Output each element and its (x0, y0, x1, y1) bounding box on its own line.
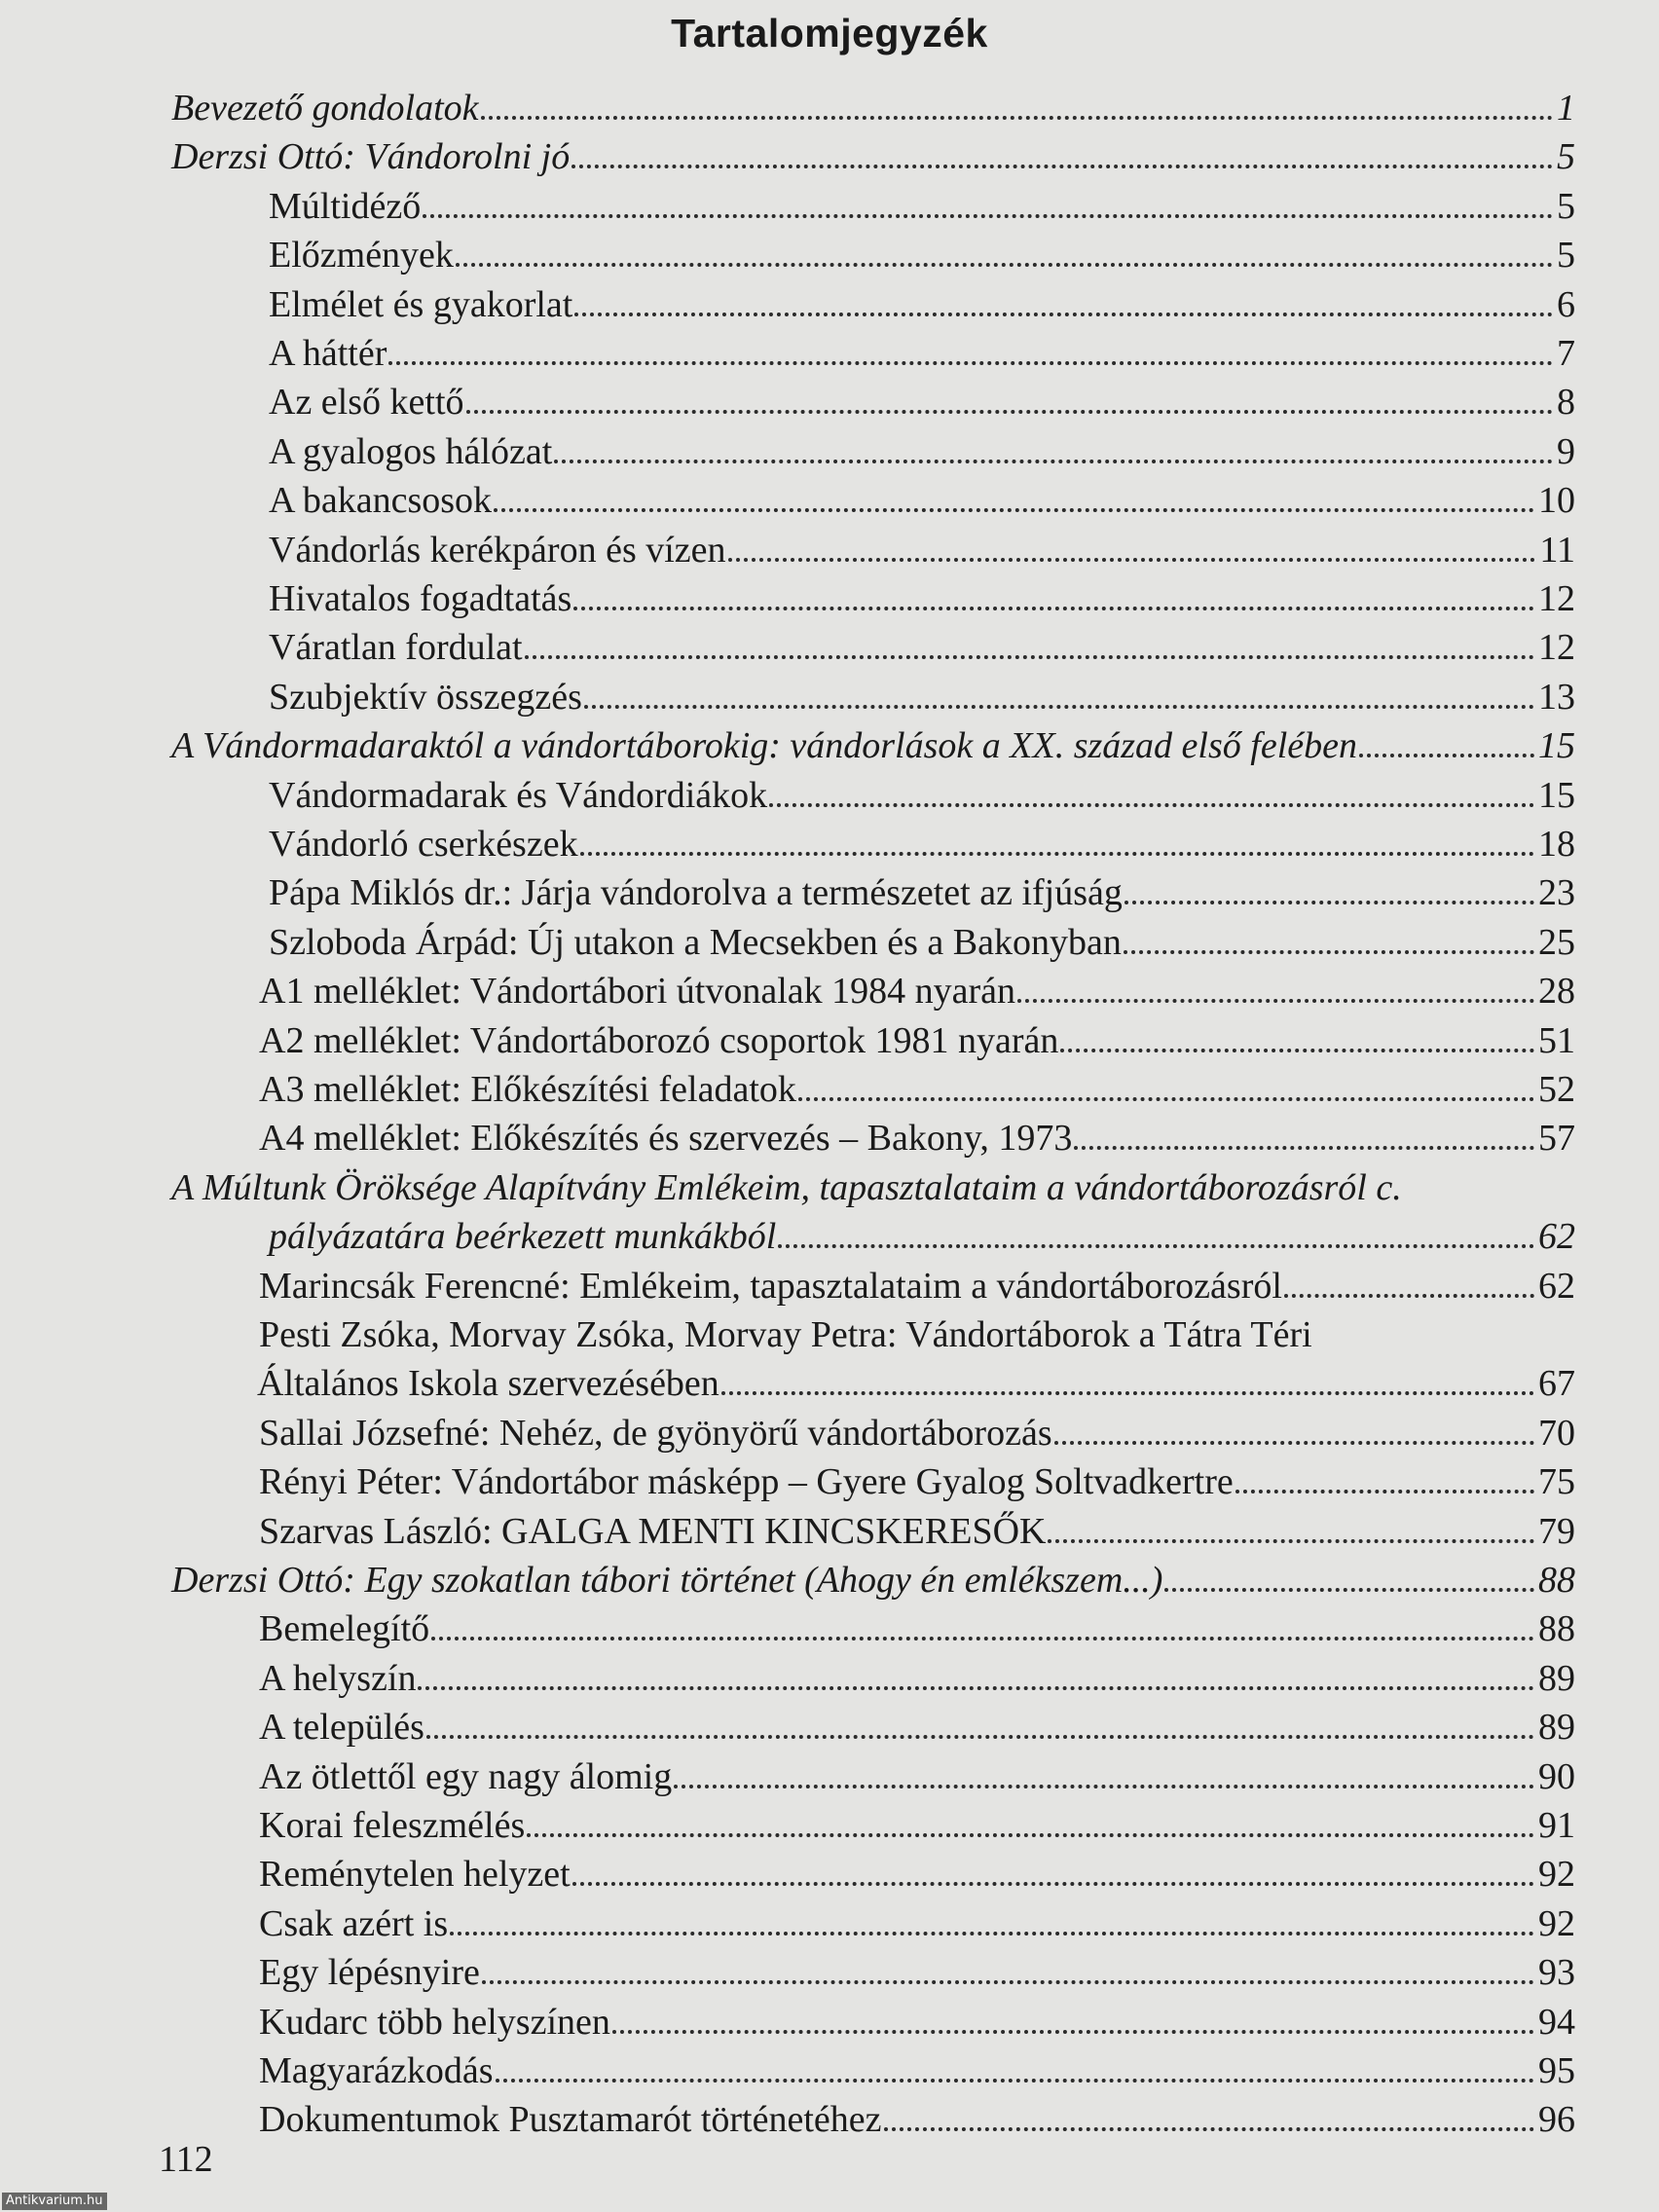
toc-entry-page: 89 (1538, 1658, 1575, 1699)
toc-entry (259, 1948, 1575, 1997)
dot-leader (481, 116, 1553, 120)
toc-entry (259, 1065, 1575, 1114)
toc-entry-page: 28 (1538, 971, 1575, 1012)
toc-entry-label: A4 melléklet: Előkészítés és szervezés – Bakony, 1973 (259, 1118, 1073, 1159)
toc-entry-page: 93 (1538, 1952, 1575, 1993)
toc-entry-label: Bemelegítő (259, 1608, 430, 1649)
toc-entry-label: Vándorló cserkészek (269, 824, 578, 865)
dot-leader (482, 1980, 1534, 1984)
toc-entry-page: 5 (1557, 136, 1575, 177)
toc-entry-page: 67 (1538, 1363, 1575, 1404)
dot-leader (450, 1932, 1534, 1936)
toc-entry-label: Előzmények (269, 235, 454, 276)
dot-leader (554, 460, 1553, 463)
dot-leader (572, 1882, 1534, 1886)
dot-leader (674, 1785, 1534, 1788)
toc-entry-label: Bevezető gondolatok (171, 88, 479, 129)
dot-leader (418, 1686, 1534, 1690)
toc-entry-page: 57 (1538, 1118, 1575, 1159)
toc-entry-label: Váratlan fordulat (269, 627, 523, 668)
toc-entry (269, 182, 1575, 231)
toc-entry (259, 1114, 1575, 1162)
toc-entry-label: A település (259, 1707, 424, 1748)
toc-entry (269, 1212, 1575, 1261)
toc-entry-label: A1 melléklet: Vándortábori útvonalak 1984 nyarán (259, 971, 1016, 1012)
toc-entry-label: A2 melléklet: Vándortáborozó csoportok 1981 nyarán (259, 1020, 1059, 1061)
toc-entry (171, 84, 1575, 132)
toc-entry-page: 9 (1557, 431, 1575, 472)
dot-leader (1124, 901, 1534, 904)
toc-entry-label: Dokumentumok Pusztamarót történetéhez (259, 2099, 882, 2140)
toc-entry (171, 721, 1575, 770)
toc-entry-label: Múltidéző (269, 186, 422, 227)
toc-entry-label: Szarvas László: GALGA MENTI KINCSKERESŐK (259, 1511, 1047, 1552)
dot-leader (527, 1833, 1534, 1837)
dot-leader (388, 361, 1553, 365)
watermark: Antikvarium.hu (2, 2193, 107, 2210)
toc-entry-label: Pesti Zsóka, Morvay Zsóka, Morvay Petra: Vándortáborok a Tátra Téri (259, 1314, 1312, 1355)
dot-leader (721, 1391, 1534, 1395)
toc-entry (259, 1604, 1575, 1653)
toc-entry-label: A helyszín (259, 1658, 417, 1699)
dot-leader (466, 410, 1553, 414)
dot-leader (584, 705, 1534, 709)
toc-entry-label: Általános Iskola szervezésében (257, 1363, 719, 1404)
toc-entry-label: A3 melléklet: Előkészítési feladatok (259, 1069, 796, 1110)
toc-entry (269, 918, 1575, 967)
toc-entry-page: 10 (1538, 480, 1575, 521)
dot-leader (1359, 754, 1534, 757)
toc-entry-label: Hivatalos fogadtatás (269, 578, 572, 619)
toc-entry (171, 1556, 1575, 1604)
toc-entry-page: 51 (1538, 1020, 1575, 1061)
dot-leader (728, 558, 1536, 562)
toc-entry (259, 1899, 1575, 1948)
toc-entry-label: Rényi Péter: Vándortábor másképp – Gyere Gyalog Soltvadkertre (259, 1461, 1234, 1502)
dot-leader (1235, 1490, 1534, 1493)
toc-entry (257, 1359, 1575, 1408)
dot-leader (1074, 1146, 1534, 1150)
toc-entry-page: 1 (1557, 88, 1575, 129)
toc-entry-page: 75 (1538, 1461, 1575, 1502)
dot-leader (1284, 1294, 1534, 1298)
dot-leader (1060, 1049, 1534, 1052)
toc-entry-page: 79 (1538, 1511, 1575, 1552)
toc-entry (259, 1457, 1575, 1506)
toc-entry-label: Az első kettő (269, 382, 464, 423)
toc-entry (259, 2046, 1575, 2095)
toc-entry-page: 90 (1538, 1756, 1575, 1797)
toc-entry (269, 771, 1575, 820)
toc-entry (269, 820, 1575, 868)
toc-entry-label: Reménytelen helyzet (259, 1854, 571, 1895)
toc-entry-page: 88 (1538, 1608, 1575, 1649)
toc-entry-page: 91 (1538, 1805, 1575, 1846)
toc-entry (171, 132, 1575, 181)
toc-entry-label: Vándorlás kerékpáron és vízen (269, 530, 726, 571)
toc-entry (269, 378, 1575, 426)
toc-entry-label: Kudarc több helyszínen (259, 2002, 610, 2043)
toc-entry (269, 623, 1575, 672)
toc-entry-page: 7 (1557, 333, 1575, 374)
toc-entry-label: A Múltunk Öröksége Alapítvány Emlékeim, tapasztalataim a vándortáborozásról c. (171, 1167, 1402, 1208)
toc-entry-label: Derzsi Ottó: Vándorolni jó (171, 136, 571, 177)
toc-entry-page: 94 (1538, 2002, 1575, 2043)
page-title: Tartalomjegyzék (671, 11, 988, 55)
toc-entry (259, 1850, 1575, 1899)
toc-entry-page: 11 (1539, 530, 1575, 571)
toc-entry (259, 967, 1575, 1015)
dot-leader (580, 852, 1534, 856)
dot-leader (423, 214, 1553, 218)
toc-entry (269, 526, 1575, 574)
toc-entry (259, 2095, 1575, 2144)
toc-entry-label: Elmélet és gyakorlat (269, 284, 573, 325)
toc-entry-label: Derzsi Ottó: Egy szokatlan tábori történet (Ahogy én emlékszem...) (171, 1560, 1163, 1601)
toc-entry (269, 868, 1575, 917)
toc-entry-label: pályázatára beérkezett munkákból (269, 1216, 777, 1257)
dot-leader (1017, 999, 1534, 1003)
toc-entry-page: 6 (1557, 284, 1575, 325)
toc-entry-page: 13 (1538, 677, 1575, 718)
dot-leader (456, 263, 1553, 267)
toc-entry-label: Szloboda Árpád: Új utakon a Mecsekben és a Bakonyban (269, 922, 1122, 963)
toc-entry (269, 427, 1575, 476)
toc-entry-page: 95 (1538, 2050, 1575, 2091)
dot-leader (1054, 1441, 1534, 1445)
dot-leader (426, 1735, 1534, 1739)
toc-entry-page: 23 (1538, 872, 1575, 913)
toc-entry-page: 12 (1538, 578, 1575, 619)
dot-leader (1124, 950, 1534, 954)
toc-entry-page: 52 (1538, 1069, 1575, 1110)
toc-entry-label: Egy lépésnyire (259, 1952, 480, 1993)
dot-leader (574, 313, 1553, 316)
dot-leader (884, 2127, 1535, 2131)
dot-leader (571, 165, 1553, 168)
dot-leader (612, 2030, 1534, 2034)
toc-entry-label: Korai feleszmélés (259, 1805, 526, 1846)
toc-entry-label: Vándormadarak és Vándordiákok (269, 775, 768, 816)
toc-entry-label: A háttér (269, 333, 387, 374)
toc-entry (269, 574, 1575, 623)
toc-entry-page: 15 (1538, 775, 1575, 816)
table-of-contents (0, 84, 1659, 2140)
toc-entry-label: A Vándormadaraktól a vándortáborokig: vándorlások a XX. század első felében (171, 725, 1357, 766)
toc-entry (269, 673, 1575, 721)
toc-entry (259, 1262, 1575, 1310)
toc-entry (269, 329, 1575, 378)
toc-entry-page: 12 (1538, 627, 1575, 668)
toc-entry-page: 89 (1538, 1707, 1575, 1748)
toc-entry (259, 1998, 1575, 2046)
toc-entry-page: 5 (1557, 235, 1575, 276)
toc-entry-label: Sallai Józsefné: Nehéz, de gyönyörű vándortáborozás (259, 1413, 1052, 1454)
toc-entry-page: 70 (1538, 1413, 1575, 1454)
toc-entry-page: 5 (1557, 186, 1575, 227)
toc-entry-page: 62 (1538, 1216, 1575, 1257)
toc-entry (259, 1752, 1575, 1801)
dot-leader (1048, 1539, 1534, 1543)
toc-entry-label: Az ötlettől egy nagy álomig (259, 1756, 673, 1797)
toc-entry (259, 1654, 1575, 1703)
toc-entry-label: Magyarázkodás (259, 2050, 494, 2091)
toc-entry (259, 1703, 1575, 1751)
dot-leader (431, 1637, 1534, 1641)
dot-leader (769, 803, 1534, 807)
toc-entry-page: 96 (1538, 2099, 1575, 2140)
toc-entry-page: 25 (1538, 922, 1575, 963)
toc-entry-page: 62 (1538, 1266, 1575, 1307)
dot-leader (798, 1097, 1534, 1101)
toc-entry (259, 1801, 1575, 1850)
toc-entry-label: Pápa Miklós dr.: Járja vándorolva a természetet az ifjúság (269, 872, 1123, 913)
toc-entry-label: Csak azért is (259, 1903, 449, 1944)
toc-entry-page: 92 (1538, 1903, 1575, 1944)
toc-entry (171, 1163, 1575, 1212)
toc-entry (259, 1409, 1575, 1457)
toc-entry-label: Szubjektív összegzés (269, 677, 582, 718)
toc-entry (269, 476, 1575, 525)
toc-entry (259, 1310, 1575, 1359)
toc-entry-page: 92 (1538, 1854, 1575, 1895)
dot-leader (573, 607, 1534, 610)
toc-entry-page: 15 (1538, 725, 1575, 766)
toc-entry (269, 280, 1575, 329)
toc-entry-page: 8 (1557, 382, 1575, 423)
page-number: 112 (159, 2139, 213, 2180)
dot-leader (778, 1244, 1534, 1248)
toc-entry (259, 1507, 1575, 1556)
toc-entry-label: A gyalogos hálózat (269, 431, 553, 472)
toc-entry-label: A bakancsosok (269, 480, 493, 521)
toc-entry (269, 231, 1575, 279)
toc-entry-label: Marincsák Ferencné: Emlékeim, tapasztalataim a vándortáborozásról (259, 1266, 1282, 1307)
dot-leader (496, 2079, 1534, 2083)
toc-entry-page: 88 (1538, 1560, 1575, 1601)
dot-leader (1164, 1588, 1534, 1592)
dot-leader (525, 655, 1534, 659)
toc-entry-page: 18 (1538, 824, 1575, 865)
toc-entry (259, 1016, 1575, 1065)
dot-leader (494, 508, 1534, 512)
